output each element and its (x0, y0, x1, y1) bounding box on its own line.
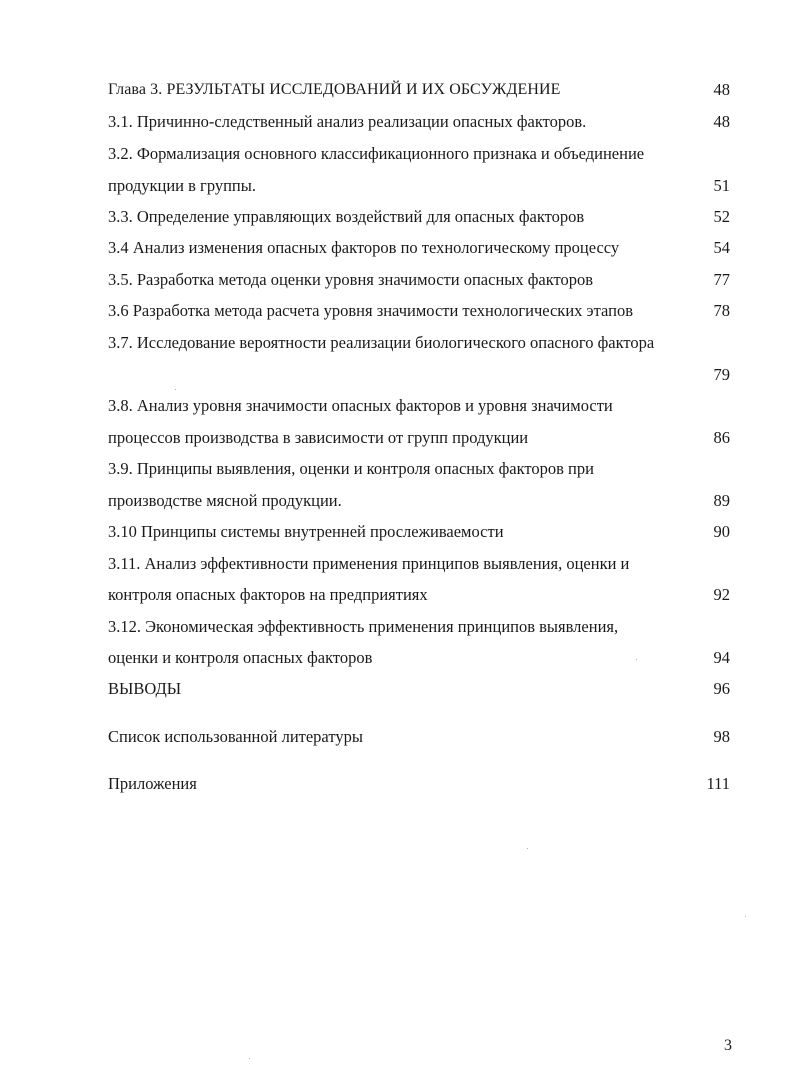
toc-entry-title: 3.2. Формализация основного классификационного признака и объединение (108, 144, 645, 163)
toc-entry-title: продукции в группы. (108, 176, 256, 195)
toc-entry-3-2-line-2 (108, 174, 730, 198)
toc-entry-page: 111 (706, 774, 730, 793)
scan-speck (249, 1058, 250, 1059)
toc-entry-title: процессов производства в зависимости от групп продукции (108, 428, 529, 447)
toc-entry-3-11-line-2 (108, 583, 730, 607)
toc-entry-chapter-3 (108, 78, 730, 102)
toc-entry-3-3 (108, 205, 730, 229)
toc-entry-page: 92 (713, 585, 730, 604)
toc-entry-page: 48 (713, 112, 730, 131)
toc-entry-3-2-line-1 (108, 142, 730, 166)
toc-entry-title: Список использованной литературы (108, 727, 363, 746)
toc-entry-title: 3.5. Разработка метода оценки уровня значимости опасных факторов (108, 270, 594, 289)
toc-entry-page: 77 (713, 270, 730, 289)
toc-entry-title: оценки и контроля опасных факторов (108, 648, 373, 667)
toc-entry-3-5 (108, 268, 730, 292)
toc-entry-title: производстве мясной продукции. (108, 491, 342, 510)
toc-entry-conclusions (108, 677, 730, 701)
toc-entry-3-9-line-1 (108, 457, 730, 481)
toc-entry-3-11-line-1 (108, 552, 730, 576)
scan-speck (745, 916, 746, 917)
toc-entry-title: 3.10 Принципы системы внутренней прослеживаемости (108, 522, 504, 541)
toc-entry-3-6 (108, 299, 730, 323)
toc-entry-3-4 (108, 236, 730, 260)
toc-entry-page: 54 (713, 238, 730, 257)
toc-entry-page: 78 (713, 301, 730, 320)
toc-entry-page: 96 (713, 679, 730, 698)
toc-entry-title: 3.8. Анализ уровня значимости опасных факторов и уровня значимости (108, 396, 613, 415)
page-number: 3 (724, 1037, 732, 1054)
scan-speck (636, 659, 637, 660)
toc-entry-page: 90 (713, 522, 730, 541)
toc-entry-page: 86 (713, 428, 730, 447)
toc-entry-page: 98 (713, 727, 730, 746)
toc-entry-title: 3.7. Исследование вероятности реализации биологического опасного фактора (108, 333, 655, 352)
toc-entry-title: 3.3. Определение управляющих воздействий для опасных факторов (108, 207, 585, 226)
toc-entry-page: 89 (713, 491, 730, 510)
toc-entry-title: 3.11. Анализ эффективности применения принципов выявления, оценки и (108, 554, 630, 573)
toc-entry-3-12-line-2 (108, 646, 730, 670)
toc-entry-3-7-line-1 (108, 331, 730, 355)
toc-entry-title: контроля опасных факторов на предприятиях (108, 585, 428, 604)
toc-entry-3-9-line-2 (108, 489, 730, 513)
toc-entry-page: 51 (713, 176, 730, 195)
toc-entry-page: 52 (713, 207, 730, 226)
toc-entry-title: Глава 3. РЕЗУЛЬТАТЫ ИССЛЕДОВАНИЙ И ИХ ОБСУЖДЕНИЕ (108, 81, 561, 98)
toc-entry-title: 3.6 Разработка метода расчета уровня значимости технологических этапов (108, 301, 633, 320)
toc-entry-3-7-line-2 (108, 363, 730, 387)
scan-speck (527, 848, 528, 849)
toc-entry-3-10 (108, 520, 730, 544)
toc-entry-appendices (108, 772, 730, 796)
toc-entry-3-8-line-1 (108, 394, 730, 418)
toc-entry-page: 48 (713, 80, 730, 99)
toc-entry-title: 3.9. Принципы выявления, оценки и контроля опасных факторов при (108, 459, 594, 478)
toc-entry-3-12-line-1 (108, 615, 730, 639)
toc-entry-page: 94 (713, 648, 730, 667)
toc-entry-title: ВЫВОДЫ (108, 679, 182, 698)
toc-entry-3-1 (108, 110, 730, 134)
toc-entry-title: 3.12. Экономическая эффективность применения принципов выявления, (108, 617, 619, 636)
toc-entry-title: Приложения (108, 774, 197, 793)
toc-entry-title: 3.1. Причинно-следственный анализ реализации опасных факторов. (108, 112, 587, 131)
toc-entry-page: 79 (713, 365, 730, 384)
toc-entry-title: 3.4 Анализ изменения опасных факторов по технологическому процессу (108, 238, 620, 257)
toc-entry-references (108, 725, 730, 749)
toc-entry-3-8-line-2 (108, 426, 730, 450)
scan-speck (175, 389, 176, 390)
